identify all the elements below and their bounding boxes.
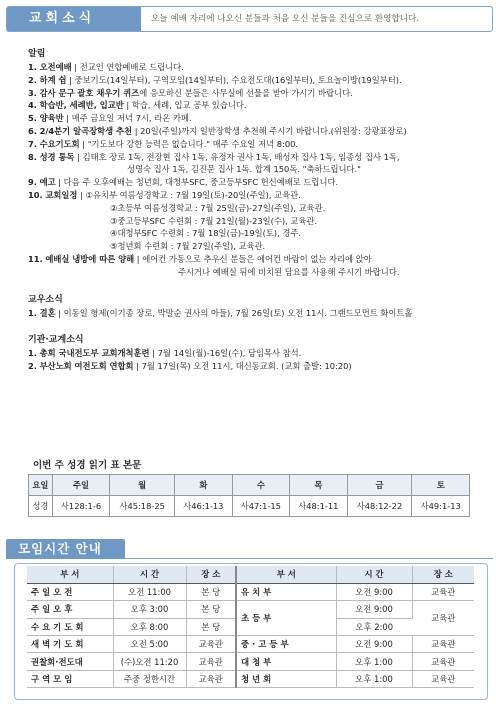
news-line [28,163,478,176]
item-text: 주시거나 예배실 뒤에 비치된 담요를 사용해 주시기 바랍니다. [178,266,400,277]
item-text: | 7월 17일(목) 오전 11시, 대신동교회. (교회 출발: 10:20) [133,361,352,372]
item-number: 3. [28,87,37,98]
meeting-time: 오후 1:00 [336,670,412,687]
meetings-table [27,566,474,688]
meetings-header-cell: 시 간 [336,566,412,583]
meetings-header-row [27,566,474,583]
meeting-time: 오후 8:00 [113,618,186,635]
item-text: ②초등부 여름성경학교 : 7월 25일(금)-27일(주일), 교육관. [110,202,326,213]
bible-header-cell: 금 [347,475,412,496]
item-title: 2/4분기 알곡장학생 추천 [39,125,133,136]
news-line [28,227,478,240]
meeting-time: 오후 1:00 [336,653,412,670]
meeting-time: 주중 정한시간 [113,670,186,687]
bible-header-cell: 목 [290,475,347,496]
bible-header-cell: 토 [412,475,470,496]
news-line [28,240,478,253]
bible-header-cell: 요일 [29,475,53,496]
item-number: 5. [28,113,37,124]
bible-header-cell: 수 [232,475,289,496]
meeting-dept: 대청부 [236,653,336,670]
item-number: 1. [28,348,37,359]
item-number: 2. [28,361,37,372]
meeting-time: 오전 9:00 [336,601,412,618]
announcements-heading: 알림 [28,49,46,59]
news-line [28,215,478,228]
meeting-time: 오전 5:00 [113,636,186,653]
item-number: 1. [28,62,37,72]
meeting-place: 교육관 [412,636,474,653]
item-number: 7. [28,138,37,149]
bible-passage: 사48:1-11 [290,496,347,517]
institutions-list [28,347,478,373]
meeting-time: (수)오전 11:20 [113,653,186,670]
bible-passage: 사48:12-22 [347,496,412,517]
item-number: 10. [28,189,43,200]
meeting-row [27,670,474,687]
meetings-header-cell: 부 서 [236,566,336,583]
bible-passage: 사46:1-13 [175,496,232,517]
news-line [28,61,478,74]
news-line [28,347,478,360]
item-title: 부산노회 여전도회 연합회 [39,361,134,372]
item-text: | "기도보다 강한 능력은 없습니다." 매주 수요일 저녁 8:00. [79,138,299,149]
meeting-place: 교육관 [412,670,474,687]
item-text: 성명숙 집사 1독, 김진문 집사 1독. 합계 150독. "축하드립니다." [127,164,361,175]
item-title: 총회 국내전도부 교회개척훈련 [39,348,150,359]
news-line [28,202,478,215]
news-line [28,99,478,112]
members-heading: 교우소식 [28,294,63,305]
bible-passage: 사49:1-13 [412,496,470,517]
item-title: 학습반, 세례반, 입교반 [39,100,124,111]
meeting-time: 오후 2:00 [336,618,412,635]
members-list [28,307,478,320]
meeting-row [27,653,474,670]
item-text: | 20일(주일)까지 일반장학생 추천해 주시기 바랍니다.(위원장: 강광표장로) [132,125,407,136]
bible-reading-table [28,474,470,517]
news-line [28,189,478,202]
item-text: 에 응모하신 분들은 사무실에 선물을 받아 가시기 바랍니다. [139,87,353,98]
meeting-row [27,601,474,618]
bible-reading-row [29,496,470,517]
item-title: 예배실 냉방에 따른 양해 [45,253,135,264]
item-text: | 김태호 장로 1독, 전장현 집사 1독, 유정자 권사 1독, 배성자 집사 1독, 임종성 집사 1독, [74,151,400,162]
news-line [28,138,478,151]
meeting-place: 교육관 [186,670,236,687]
bible-reading-title: 이번 주 성경 읽기 표 본문 [33,460,142,471]
news-line [28,87,478,100]
item-text: | 매주 금요일 저녁 7시, 라온 카페. [63,113,192,124]
meetings-header [6,539,493,559]
meeting-time: 오후 3:00 [113,601,186,618]
item-title: 교회일정 [45,189,78,200]
item-text: ⑤청년회 수련회 : 7월 27일(주일), 교육관. [110,241,266,252]
item-text: | 다음 주 오후예배는 청년회, 대청부SFC, 중고등부SFC 헌신예배로 드립니다. [55,177,339,188]
news-title: 교회소식 [7,7,141,31]
bible-header-row [29,475,470,496]
meeting-dept: 주일오후 [27,601,113,618]
meeting-place: 교육관 [186,636,236,653]
meeting-dept: 청년회 [236,670,336,687]
meeting-time: 오전 9:00 [336,636,412,653]
item-number: 6. [28,125,37,136]
meeting-time: 오전 9:00 [336,583,412,600]
bible-row-label: 성경 [29,496,53,517]
news-line [28,176,478,189]
news-header [6,6,493,32]
announcements-list [28,61,478,279]
bible-passage: 사47:1-15 [232,496,289,517]
item-number: 11. [28,253,43,264]
meeting-place: 교육관 [186,653,236,670]
news-line [28,253,478,266]
news-line [28,125,478,138]
item-number: 2. [28,74,37,85]
meeting-dept: 권찰회·전도대 [27,653,113,670]
bible-header-cell: 화 [175,475,232,496]
item-title: 수요기도회 [39,138,80,149]
meeting-dept: 중·고등부 [236,636,336,653]
institutions-heading: 기관·교계소식 [28,335,84,346]
welcome-tagline: 오늘 예배 자리에 나오신 분들과 처음 오신 분들을 진심으로 환영합니다. [151,14,420,24]
meeting-dept: 수요기도회 [27,618,113,635]
meetings-title: 모임시간 안내 [6,539,125,559]
meeting-dept: 유치부 [236,583,336,600]
meeting-place: 본 당 [186,618,236,635]
item-title: 예고 [39,177,56,188]
item-title: 오전예배 [39,62,72,72]
item-title: 감사 문구 괄호 채우기 퀴즈 [39,87,140,98]
news-line [28,307,478,320]
meeting-dept: 구역모임 [27,670,113,687]
item-number: 9. [28,177,37,188]
item-text: ④대청부SFC 수련회 : 7월 18일(금)-19일(토), 경주. [110,228,302,239]
item-number: 4. [28,100,37,111]
item-text: | 이동일 형제(이기종 장로, 박말순 권사의 아들), 7월 26일(토) 오전 11시. 그랜드모먼트 화이트홀 [55,307,413,318]
news-line [28,151,478,164]
meeting-place: 본 당 [186,583,236,600]
bible-passage: 사45:18-25 [110,496,175,517]
item-text: | 7월 14일(월)-16일(수), 담임목사 참석. [149,348,302,359]
meeting-dept: 주일오전 [27,583,113,600]
item-title: 결혼 [39,307,56,318]
meetings-header-cell: 시 간 [113,566,186,583]
meeting-place: 본 당 [186,601,236,618]
item-text: | 중보기도(14일부터), 구역모임(14일부터), 수요전도대(16일부터), 토요놀이방(19일부터). [66,74,402,85]
meeting-time: 오전 11:00 [113,583,186,600]
news-line [28,112,478,125]
meetings-header-cell: 장 소 [412,566,474,583]
news-body [28,44,478,373]
item-text: | 전교인 연합예배로 드립니다. [71,62,184,72]
bible-header-cell: 월 [110,475,175,496]
meetings-header-cell: 부 서 [27,566,113,583]
meeting-dept: 초등부 [236,601,336,636]
meeting-place: 교육관 [412,583,474,600]
bible-passage: 사128:1-6 [52,496,109,517]
item-text: | 에어컨 가동으로 추우신 분들은 에어컨 바람이 없는 자리에 앉아 [134,253,372,264]
item-text: ③중고등부SFC 수련회 : 7월 21일(월)-23일(수), 교육관. [110,215,318,226]
bible-header-cell: 주일 [52,475,109,496]
meeting-dept: 새벽기도회 [27,636,113,653]
meeting-row [27,583,474,600]
meetings-header-cell: 장 소 [186,566,236,583]
news-line [28,74,478,87]
item-title: 성경 통독 [39,151,75,162]
item-title: 하계 쉼 [39,74,67,85]
item-number: 1. [28,307,37,318]
meeting-place: 교육관 [412,601,474,636]
news-line [28,360,478,373]
item-text: | 학습, 세례, 입교 공부 있습니다. [123,100,247,111]
meeting-place: 교육관 [412,653,474,670]
item-number: 8. [28,151,37,162]
meeting-row [27,636,474,653]
item-text: | ①유치부 여름성경학교 : 7월 19일(토)-20일(주일), 교육관. [77,189,301,200]
item-title: 양육반 [39,113,64,124]
news-line [28,266,478,279]
